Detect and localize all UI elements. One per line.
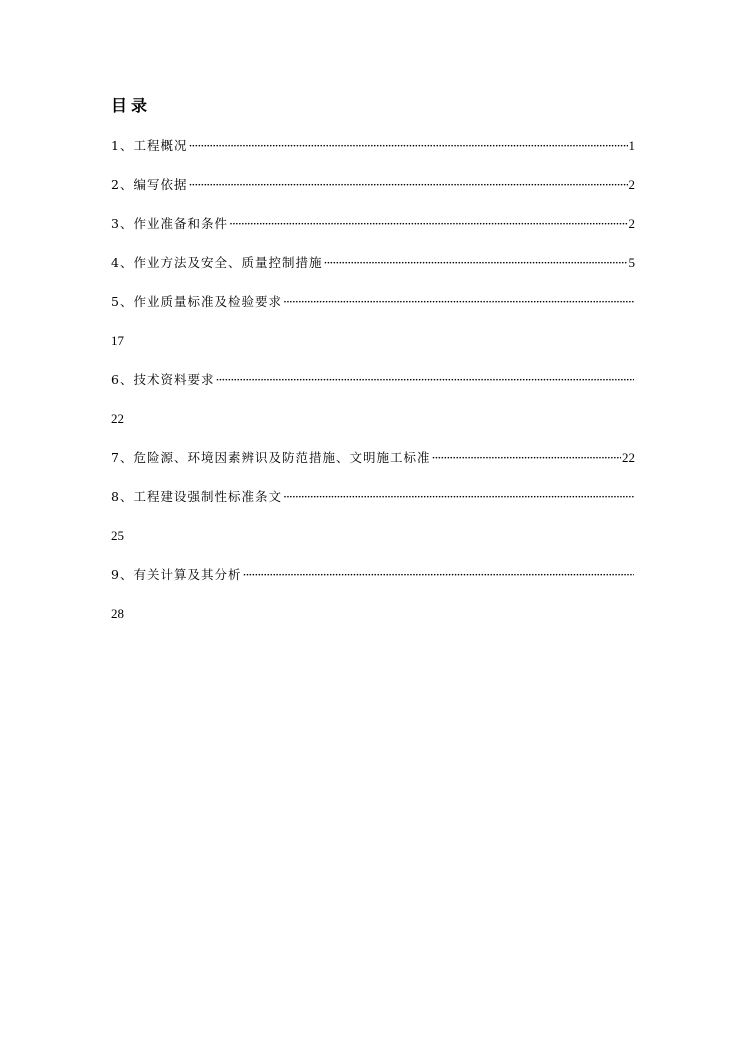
toc-leader-dots	[188, 136, 627, 156]
toc-entry-8[interactable]	[111, 487, 635, 565]
toc-title: 目录	[111, 96, 152, 115]
toc-entry-7[interactable]	[111, 448, 635, 487]
toc-entry-text: 8、工程建设强制性标准条文	[111, 489, 282, 504]
toc-entry-2[interactable]	[111, 175, 635, 214]
toc-entry-3[interactable]	[111, 214, 635, 253]
toc-leader-dots	[229, 214, 628, 234]
toc-entry-text: 7、危险源、环境因素辨识及防范措施、文明施工标准	[111, 450, 431, 465]
toc-leader-dots	[431, 448, 621, 468]
toc-entry-page: 28	[111, 606, 124, 621]
toc-entry-6[interactable]	[111, 370, 635, 448]
toc-entry-text: 4、作业方法及安全、质量控制措施	[111, 255, 323, 270]
toc-entry-page: 1	[628, 138, 635, 153]
toc-leader-dots	[215, 370, 634, 390]
toc-entry-4[interactable]	[111, 253, 635, 292]
toc-leader-dots	[242, 565, 634, 585]
toc-entry-page: 5	[628, 255, 635, 270]
toc-entry-page: 2	[628, 216, 635, 231]
toc-leader-dots	[323, 253, 627, 273]
toc-entry-text: 6、技术资料要求	[111, 372, 215, 387]
toc-entry-page: 22	[111, 411, 124, 426]
toc-entry-text: 1、工程概况	[111, 138, 188, 153]
toc-entry-page: 25	[111, 528, 124, 543]
toc-entry-page: 22	[622, 450, 635, 465]
toc-entry-9[interactable]	[111, 565, 635, 643]
toc-leader-dots	[283, 487, 634, 507]
toc-entry-1[interactable]	[111, 136, 635, 175]
toc-entry-page: 2	[628, 177, 635, 192]
toc-entry-text: 2、编写依据	[111, 177, 188, 192]
toc-leader-dots	[283, 292, 634, 312]
toc-entry-text: 3、作业准备和条件	[111, 216, 228, 231]
toc-entry-text: 5、作业质量标准及检验要求	[111, 294, 282, 309]
toc-entry-text: 9、有关计算及其分析	[111, 567, 242, 582]
toc-entry-5[interactable]	[111, 292, 635, 370]
toc-list	[111, 136, 635, 643]
toc-leader-dots	[188, 175, 627, 195]
toc-entry-page: 17	[111, 333, 124, 348]
